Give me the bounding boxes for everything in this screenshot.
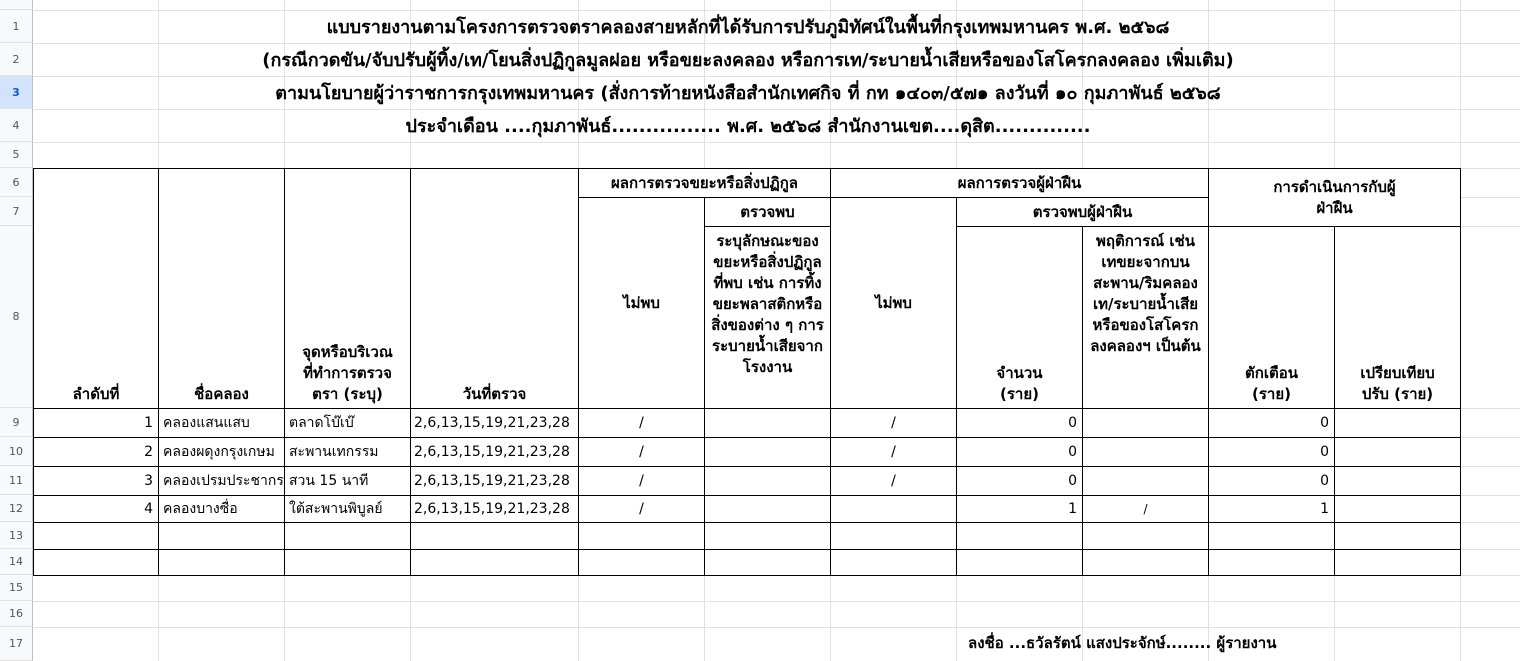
row-header[interactable]: 11 [0,466,33,495]
empty-cell[interactable] [830,549,957,576]
cell-action-warn[interactable]: 0 [1208,466,1335,496]
empty-cell[interactable] [578,522,705,550]
cell-seq[interactable]: 4 [33,495,159,523]
cell-location[interactable]: ตลาดโบ๊เบ๊ [284,408,411,438]
header-canal[interactable]: ชื่อคลอง [158,168,285,409]
cell-action-fine[interactable] [1334,408,1461,438]
row-header-top[interactable] [0,0,33,10]
row-header[interactable]: 9 [0,408,33,437]
cell-location[interactable]: สะพานเทกรรม [284,437,411,467]
header-offender-found[interactable]: ตรวจพบผู้ฝ่าฝืน [956,197,1209,227]
header-offender-count[interactable]: จำนวน (ราย) [956,226,1083,409]
report-title[interactable]: แบบรายงานตามโครงการตรวจตราคลองสายหลักที่ได้รับการปรับภูมิทัศน์ในพื้นที่กรุงเทพมหานคร พ.ศ. ๒๕๖๘ [326,17,1170,38]
cell-offender-count[interactable]: 1 [956,495,1083,523]
cell-garbage-detail[interactable] [704,437,831,467]
empty-cell[interactable] [33,549,159,576]
cell-garbage-detail[interactable] [704,466,831,496]
cell-date[interactable]: 2,6,13,15,19,21,23,28 [410,466,579,496]
cell-offender-not-found[interactable]: / [830,408,957,438]
row-header[interactable]: 4 [0,109,33,142]
empty-cell[interactable] [1208,522,1335,550]
cell-garbage-not-found[interactable]: / [578,495,705,523]
cell-date[interactable]: 2,6,13,15,19,21,23,28 [410,437,579,467]
cell-action-warn[interactable]: 1 [1208,495,1335,523]
cell-canal[interactable]: คลองแสนแสบ [158,408,285,438]
empty-cell[interactable] [704,549,831,576]
report-period-line[interactable]: ประจำเดือน ....กุมภาพันธ์................ พ.ศ. ๒๕๖๘ สำนักงานเขต....ดุสิต.............. [405,116,1091,137]
empty-cell[interactable] [1334,522,1461,550]
empty-cell[interactable] [284,522,411,550]
cell-garbage-detail[interactable] [704,495,831,523]
header-action-group[interactable]: การดำเนินการกับผู้ฝ่าฝืน [1208,168,1461,227]
report-policy-line[interactable]: ตามนโยบายผู้ว่าราชการกรุงเทพมหานคร (สั่งการท้ายหนังสือสำนักเทศกิจ ที่ กท ๑๔๐๓/๕๗๑ ลงวันที่ ๑๐ กุมภาพันธ์ ๒๕๖๘ [275,83,1221,104]
header-action-fine[interactable]: เปรียบเทียบปรับ (ราย) [1334,226,1461,409]
cell-date[interactable]: 2,6,13,15,19,21,23,28 [410,495,579,523]
cell-garbage-not-found[interactable]: / [578,466,705,496]
row-header[interactable]: 12 [0,495,33,522]
empty-cell[interactable] [158,549,285,576]
row-header[interactable]: 10 [0,437,33,466]
header-location[interactable]: จุดหรือบริเวณที่ทำการตรวจตรา (ระบุ) [284,168,411,409]
report-subtitle[interactable]: (กรณีกวดขัน/จับปรับผู้ทิ้ง/เท/โยนสิ่งปฏิกูลมูลฝอย หรือขยะลงคลอง หรือการเท/ระบายน้ำเสียหรือของโสโครกลงคลอง เพิ่มเติม) [262,50,1234,71]
header-garbage-found-detail[interactable]: ระบุลักษณะของขยะหรือสิ่งปฏิกูลที่พบ เช่น การทิ้งขยะพลาสติกหรือสิ่งของต่าง ๆ การระบายน้ำเสียจากโรงงาน [704,226,831,409]
row-header[interactable]: 13 [0,522,33,549]
cell-canal[interactable]: คลองบางซื่อ [158,495,285,523]
cell-location[interactable]: สวน 15 นาที [284,466,411,496]
empty-cell[interactable] [830,522,957,550]
row-header[interactable]: 15 [0,575,33,601]
cell-offender-count[interactable]: 0 [956,437,1083,467]
empty-cell[interactable] [1082,522,1209,550]
cell-offender-not-found[interactable]: / [830,437,957,467]
cell-action-fine[interactable] [1334,466,1461,496]
header-date[interactable]: วันที่ตรวจ [410,168,579,409]
header-offender-group[interactable]: ผลการตรวจผู้ฝ่าฝืน [830,168,1209,198]
cell-action-warn[interactable]: 0 [1208,437,1335,467]
row-header[interactable]: 5 [0,142,33,168]
row-header-selected[interactable]: 3 [0,76,33,109]
cell-seq[interactable]: 3 [33,466,159,496]
cell-date[interactable]: 2,6,13,15,19,21,23,28 [410,408,579,438]
header-garbage-group[interactable]: ผลการตรวจขยะหรือสิ่งปฏิกูล [578,168,831,198]
cell-offender-behavior[interactable]: / [1082,495,1209,523]
row-header[interactable]: 8 [0,226,33,408]
empty-cell[interactable] [956,522,1083,550]
cell-offender-not-found[interactable]: / [830,466,957,496]
header-garbage-not-found[interactable]: ไม่พบ [578,197,705,409]
cell-location[interactable]: ใต้สะพานพิบูลย์ [284,495,411,523]
row-header[interactable]: 6 [0,168,33,197]
cell-garbage-not-found[interactable]: / [578,408,705,438]
empty-cell[interactable] [578,549,705,576]
cell-offender-behavior[interactable] [1082,437,1209,467]
cell-offender-count[interactable]: 0 [956,408,1083,438]
empty-cell[interactable] [410,549,579,576]
empty-cell[interactable] [704,522,831,550]
cell-garbage-not-found[interactable]: / [578,437,705,467]
header-action-warn[interactable]: ตักเตือน (ราย) [1208,226,1335,409]
row-header[interactable]: 7 [0,197,33,226]
header-offender-behavior[interactable]: พฤติการณ์ เช่น เทขยะจากบนสะพาน/ริมคลอง เท/ระบายน้ำเสียหรือของโสโครกลงคลองฯ เป็นต้น [1082,226,1209,409]
cell-canal[interactable]: คลองผดุงกรุงเกษม [158,437,285,467]
row-header[interactable]: 16 [0,601,33,627]
row-header[interactable]: 2 [0,43,33,76]
empty-cell[interactable] [1082,549,1209,576]
row-header[interactable]: 14 [0,549,33,575]
cell-canal[interactable]: คลองเปรมประชากร [158,466,285,496]
row-header[interactable]: 1 [0,10,33,43]
header-offender-not-found[interactable]: ไม่พบ [830,197,957,409]
header-seq[interactable]: ลำดับที่ [33,168,159,409]
empty-cell[interactable] [956,549,1083,576]
cell-offender-count[interactable]: 0 [956,466,1083,496]
cell-offender-behavior[interactable] [1082,466,1209,496]
cell-seq[interactable]: 1 [33,408,159,438]
cell-offender-not-found[interactable] [830,495,957,523]
row-header[interactable]: 17 [0,627,33,661]
cell-seq[interactable]: 2 [33,437,159,467]
cell-offender-behavior[interactable] [1082,408,1209,438]
cell-action-warn[interactable]: 0 [1208,408,1335,438]
cell-action-fine[interactable] [1334,495,1461,523]
empty-cell[interactable] [1208,549,1335,576]
reporter-signature[interactable]: ลงชื่อ ...ธวัลรัตน์ แสงประจักษ์........ ผู้รายงาน [968,634,1277,652]
empty-cell[interactable] [1334,549,1461,576]
empty-cell[interactable] [158,522,285,550]
empty-cell[interactable] [410,522,579,550]
empty-cell[interactable] [33,522,159,550]
header-garbage-found[interactable]: ตรวจพบ [704,197,831,227]
cell-garbage-detail[interactable] [704,408,831,438]
cell-action-fine[interactable] [1334,437,1461,467]
empty-cell[interactable] [284,549,411,576]
